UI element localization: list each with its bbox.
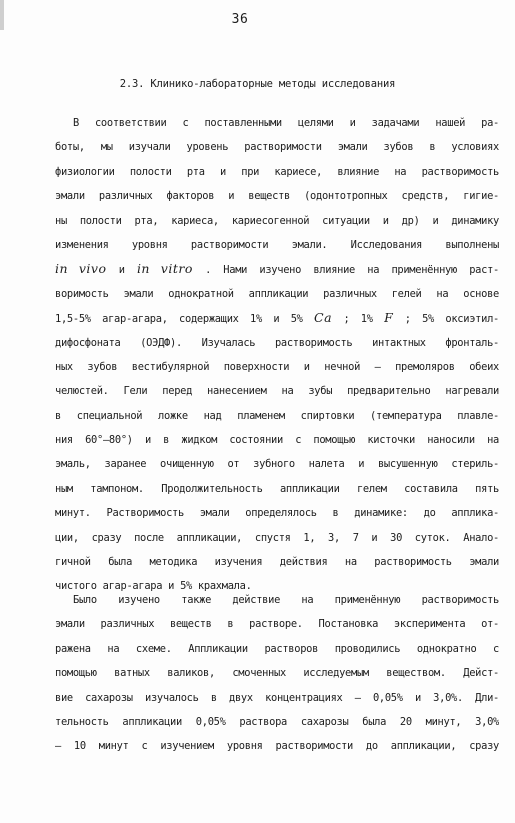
paragraph-2 xyxy=(55,588,499,759)
text-line: эмали различных веществ в растворе. Постановка эксперимента от- xyxy=(55,618,499,631)
text-line: физиологии полости рта и при кариесе, влияние на растворимость xyxy=(55,165,499,178)
text-line: челюстей. Гели перед нанесением на зубы предварительно нагревали xyxy=(55,385,499,398)
text-line: тельность аппликации 0,05% раствора сахарозы была 20 минут, 3,0% xyxy=(55,715,499,728)
text-line: ных зубов вестибулярной поверхности и нечной – премоляров обеих xyxy=(55,360,499,373)
text-line: Было изучено также действие на применённую растворимость xyxy=(73,594,499,606)
text-line: ции, сразу после аппликации, спустя 1, 3, 7 и 30 суток. Анало- xyxy=(55,531,499,544)
text-line: изменения уровня растворимости эмали. Исследования выполнены xyxy=(55,238,499,251)
text-line: ния 60°–80°) и в жидком состоянии с помощью кисточки наносили на xyxy=(55,434,499,447)
text-line: минут. Растворимость эмали определялось в динамике: до апплика- xyxy=(55,507,499,520)
text-line: воримость эмали однократной аппликации различных гелей на основе xyxy=(55,287,499,300)
text-line-with-handwriting: in vivo и in vitro . Нами изучено влияние на применённую раст- xyxy=(55,261,499,277)
text-line: ражена на схеме. Аппликации растворов проводились однократно с xyxy=(55,642,499,655)
text-line: – 10 минут с изучением уровня растворимости до аппликации, сразу xyxy=(55,740,499,753)
text-line: помощью ватных валиков, смоченных исследуемым веществом. Дейст- xyxy=(55,667,499,680)
text-line: ны полости рта, кариеса, кариесогенной ситуации и др) и динамику xyxy=(55,214,499,227)
text-line: боты, мы изучали уровень растворимости эмали зубов в условиях xyxy=(55,141,499,154)
text-line: гичной была методика изучения действия на растворимость эмали xyxy=(55,556,499,569)
text-line: в специальной ложке над пламенем спиртовки (температура плавле- xyxy=(55,409,499,422)
handwritten-term: in vitro xyxy=(136,261,193,277)
handwritten-term: in vivo xyxy=(55,261,107,277)
text-line: ным тампоном. Продолжительность аппликации гелем составила пять xyxy=(55,482,499,495)
text-line: эмаль, заранее очищенную от зубного налета и высушенную стериль- xyxy=(55,458,499,471)
text-line: дифосфоната (ОЭДФ). Изучалась растворимость интактных фронталь- xyxy=(55,336,499,349)
text-line: В соответствии с поставленными целями и задачами нашей ра- xyxy=(73,117,499,129)
page-number: 36 xyxy=(231,12,249,27)
text-line: вие сахарозы изучалось в двух концентрациях – 0,05% и 3,0%. Дли- xyxy=(55,691,499,704)
section-heading: 2.3. Клинико-лабораторные методы исследования xyxy=(119,78,396,90)
text-line-with-handwriting: 1,5-5% агар-агара, содержащих 1% и 5% Ca ; 1% F ; 5% оксиэтил- xyxy=(55,310,499,326)
handwritten-symbol: Ca xyxy=(314,310,333,326)
paragraph-1 xyxy=(55,111,499,599)
handwritten-symbol: F xyxy=(384,310,394,326)
text-line: эмали различных факторов и веществ (одонтотропных средств, гигие- xyxy=(55,190,499,203)
text-line: чистого агар-агара и 5% крахмала. xyxy=(55,580,252,593)
